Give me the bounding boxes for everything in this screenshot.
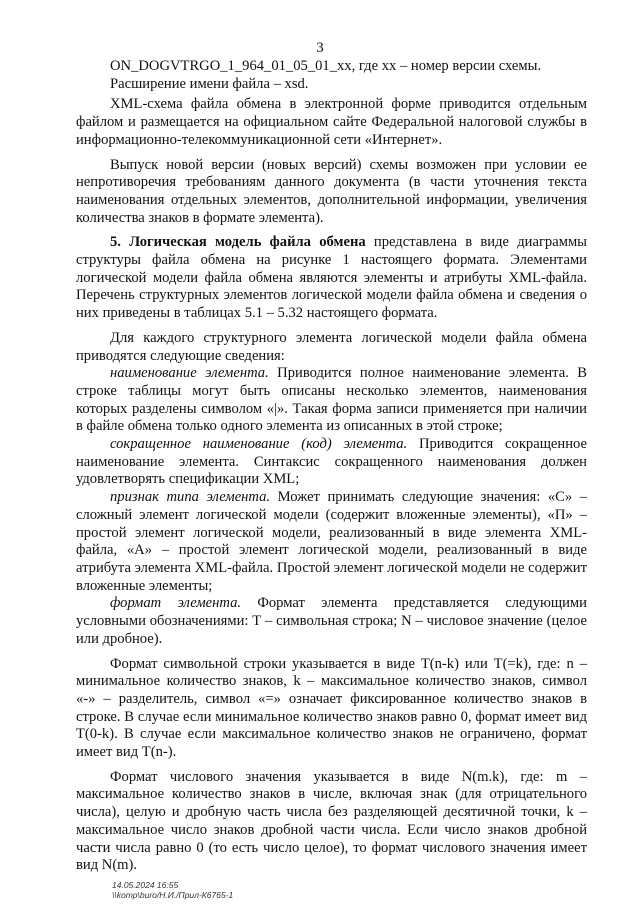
document-body [76, 58, 587, 875]
logical-model-text: представлена в виде диаграммы структуры файла обмена на рисунке 1 настоящего формата. Элементами логической модели файла обмена являются элементы и атрибуты XML-файла. Перечень структурных элементов логической модели файла обмена и сведения о них приведены в таблицах 5.1 – 5.32 настоящего формата. [76, 234, 587, 322]
element-format-term: формат элемента. [110, 595, 242, 612]
element-info-intro: Для каждого структурного элемента логической модели файла обмена приводятся следующие сведения: [76, 329, 587, 364]
footer-timestamp: 14.05.2024 16:55 [112, 880, 179, 890]
element-name-item [76, 365, 587, 436]
element-format-text: Формат элемента представляется следующими условными обозначениями: Т – символьная строка; N – числовое значение (целое или дробное). [76, 595, 587, 647]
element-code-term: сокращенное наименование (код) элемента. [110, 436, 408, 453]
logical-model-paragraph [76, 234, 587, 323]
element-type-term: признак типа элемента. [110, 489, 271, 506]
file-extension-note: Расширение имени файла – xsd. [110, 75, 309, 92]
element-code-text: Приводится сокращенное наименование элемента. Синтаксис сокращенного наименования должен удовлетворять спецификации XML; [76, 436, 587, 488]
element-type-text: Может принимать следующие значения: «С» – сложный элемент логической модели (содержит вложенные элементы), «П» – простой элемент логической модели, реализованный в виде элемента XML-файла, «А» – простой элемент логической модели, реализованный в виде атрибута элемента XML-файла. Простой элемент логической модели не содержит вложенные элементы; [76, 489, 587, 594]
element-name-text: Приводится полное наименование элемента. В строке таблицы могут быть описаны несколько элементов, наименования которых разделены символом «|». Такая форма записи применяется при наличии в файле обмена только одного элемента из описанных в этой строке; [76, 365, 588, 435]
string-format-paragraph: Формат символьной строки указывается в виде Т(n-k) или Т(=k), где: n – минимальное количество знаков, k – максимальное количество знаков, символ «-» – разделитель, символ «=» означает фиксированное количество знаков в строке. В случае если минимальное количество знаков равно 0, формат имеет вид Т(0-k). В случае если максимальное количество знаков не ограничено, формат имеет вид Т(n-). [76, 655, 587, 761]
element-name-term: наименование элемента. [110, 365, 269, 382]
xml-schema-paragraph: XML-схема файла обмена в электронной форме приводится отдельным файлом и размещается на официальном сайте Федеральной налоговой службы в информационно-телекоммуникационной сети «Интернет». [76, 96, 587, 148]
element-type-item [76, 489, 587, 595]
file-name-pattern: ON_DOGVTRGO_1_964_01_05_01_xx, где xx – номер версии схемы. [110, 58, 542, 74]
numeric-format-paragraph: Формат числового значения указывается в виде N(m.k), где: m – максимальное количество знаков в числе, включая знак (для отрицательного числа), целую и дробную часть числа без разделяющей десятичной точки, k – максимальное число знаков дробной части числа. Если число знаков дробной части числа равно 0 (то есть число целое), то формат числового значения имеет вид N(m). [76, 768, 587, 874]
footer-file-path: \\komp\buro/Н.И./Прил-К6765-1 [112, 890, 234, 900]
logical-model-heading: 5. Логическая модель файла обмена [110, 234, 366, 251]
page-number: 3 [316, 40, 324, 56]
element-format-item [76, 595, 587, 648]
footer-stamp [112, 880, 233, 900]
schema-version-paragraph: Выпуск новой версии (новых версий) схемы возможен при условии ее непротиворечия требованиям данного документа (в части уточнения текста наименования отдельных элементов, дополнительной информации, увеличения количества знаков в формате элемента). [76, 156, 587, 226]
element-code-item [76, 436, 587, 489]
